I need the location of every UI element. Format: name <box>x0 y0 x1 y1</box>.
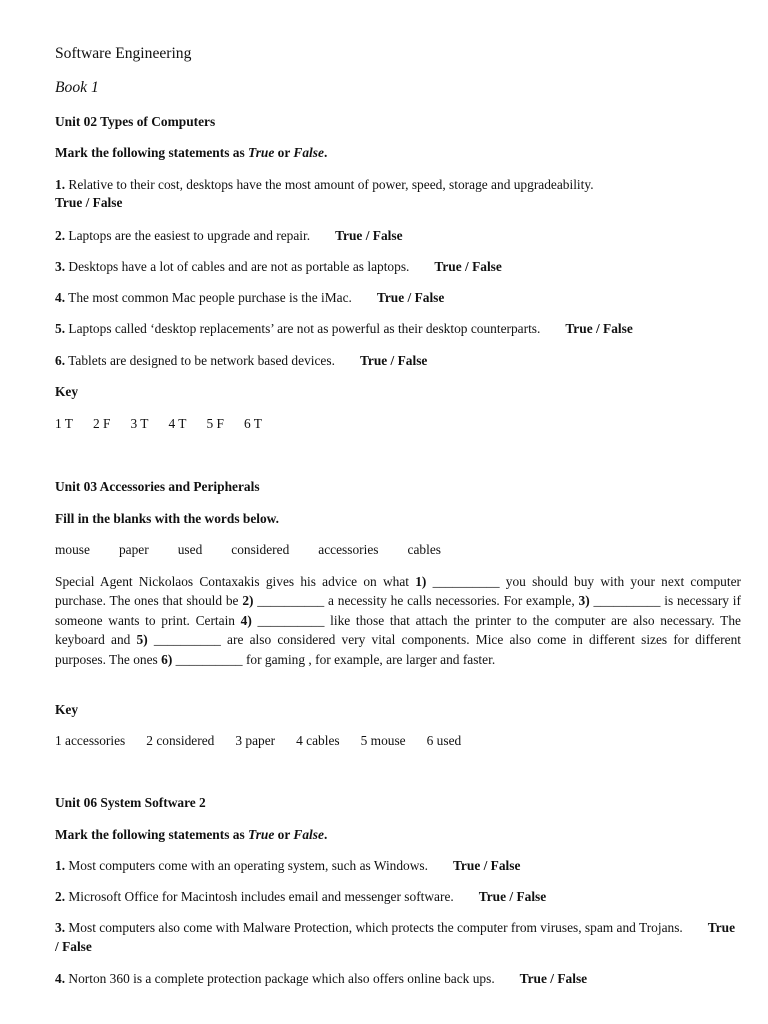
unit02-question-6: 6. Tablets are designed to be network based devices. True / False <box>55 353 428 368</box>
unit06-question-4: 4. Norton 360 is a complete protection package which also offers online back ups. True / False <box>55 971 588 986</box>
unit02-question-4: 4. The most common Mac people purchase is the iMac. True / False <box>55 290 445 305</box>
blank-2: __________ <box>253 593 329 609</box>
word-bank <box>55 540 470 559</box>
key-item: 6 used <box>426 733 462 748</box>
unit02-instruction: Mark the following statements as True or False. <box>55 145 328 160</box>
key-item: 2 considered <box>146 733 215 748</box>
key-item: 6 T <box>243 416 262 431</box>
unit02-answer-key <box>55 414 282 433</box>
key-item: 5 mouse <box>360 733 406 748</box>
document-title: Software Engineering <box>55 45 192 62</box>
unit02-heading: Unit 02 Types of Computers <box>55 114 216 129</box>
key-item: 2 F <box>92 416 111 431</box>
word-bank-item: used <box>177 542 203 557</box>
key-item: 1 accessories <box>55 733 126 748</box>
key-item: 4 T <box>168 416 187 431</box>
key-item: 3 T <box>130 416 149 431</box>
true-false-option: True / False <box>55 920 736 955</box>
unit02-question-1: 1. Relative to their cost, desktops have the most amount of power, speed, storage and upgradeability. <box>55 177 594 192</box>
true-false-option: True / False <box>434 259 502 274</box>
true-false-option: True / False <box>335 228 403 243</box>
unit02-question-5: 5. Laptops called ‘desktop replacements’ are not as powerful as their desktop counterparts. True / False <box>55 321 633 336</box>
unit06-heading: Unit 06 System Software 2 <box>55 795 206 810</box>
unit02-question-3: 3. Desktops have a lot of cables and are not as portable as laptops. True / False <box>55 259 502 274</box>
book-label: Book 1 <box>55 79 99 96</box>
true-false-option: True / False <box>565 321 633 336</box>
blank-5: __________ <box>147 632 228 648</box>
unit03-answer-key <box>55 731 482 750</box>
word-bank-item: cables <box>407 542 441 557</box>
key-item: 4 cables <box>296 733 340 748</box>
key-item: 3 paper <box>235 733 276 748</box>
true-false-option: True / False <box>453 858 521 873</box>
true-false-option: True / False <box>478 889 547 904</box>
unit02-key-label: Key <box>55 384 79 399</box>
key-item: 1 T <box>55 416 73 431</box>
true-false-option: True / False <box>519 971 588 986</box>
word-bank-item: considered <box>231 542 290 557</box>
blank-1: __________ <box>426 574 506 589</box>
unit06-instruction: Mark the following statements as True or False. <box>55 827 328 842</box>
blank-6: __________ <box>172 651 246 667</box>
word-bank-item: accessories <box>318 542 379 557</box>
blank-4: __________ <box>251 612 331 628</box>
unit02-question-2: 2. Laptops are the easiest to upgrade and repair. True / False <box>55 228 403 243</box>
word-bank-item: paper <box>118 542 149 557</box>
unit06-question-3: 3. Most computers also come with Malware Protection, which protects the computer from viruses, spam and Trojans. True / False <box>55 920 736 955</box>
key-item: 5 F <box>206 416 224 431</box>
true-false-option: True / False <box>359 353 428 368</box>
unit03-instruction: Fill in the blanks with the words below. <box>55 511 279 526</box>
blank-3: __________ <box>589 593 665 609</box>
true-false-option: True / False <box>376 290 445 305</box>
cloze-passage: Special Agent Nickolaos Contaxakis gives his advice on what 1) __________ you should buy with your next computer purchase. The ones that should be 2) __________ a necessity he calls necessories. For example, 3) __________ is necessary if someone wants to print. Certain 4) __________ like those that attach the printer to the computer are also necessary. The keyboard and 5) __________ are also considered very vital components. Mice also come in different sizes for different purposes. The ones 6) __________ for gaming , for example, are larger and faster. <box>55 574 741 667</box>
unit06-question-2: 2. Microsoft Office for Macintosh includes email and messenger software. True / False <box>55 889 547 904</box>
unit03-key-label: Key <box>55 702 79 717</box>
true-false-option: True / False <box>55 195 123 210</box>
unit03-heading: Unit 03 Accessories and Peripherals <box>55 479 260 494</box>
word-bank-item: mouse <box>55 542 90 557</box>
unit06-question-1: 1. Most computers come with an operating system, such as Windows. True / False <box>55 858 521 873</box>
